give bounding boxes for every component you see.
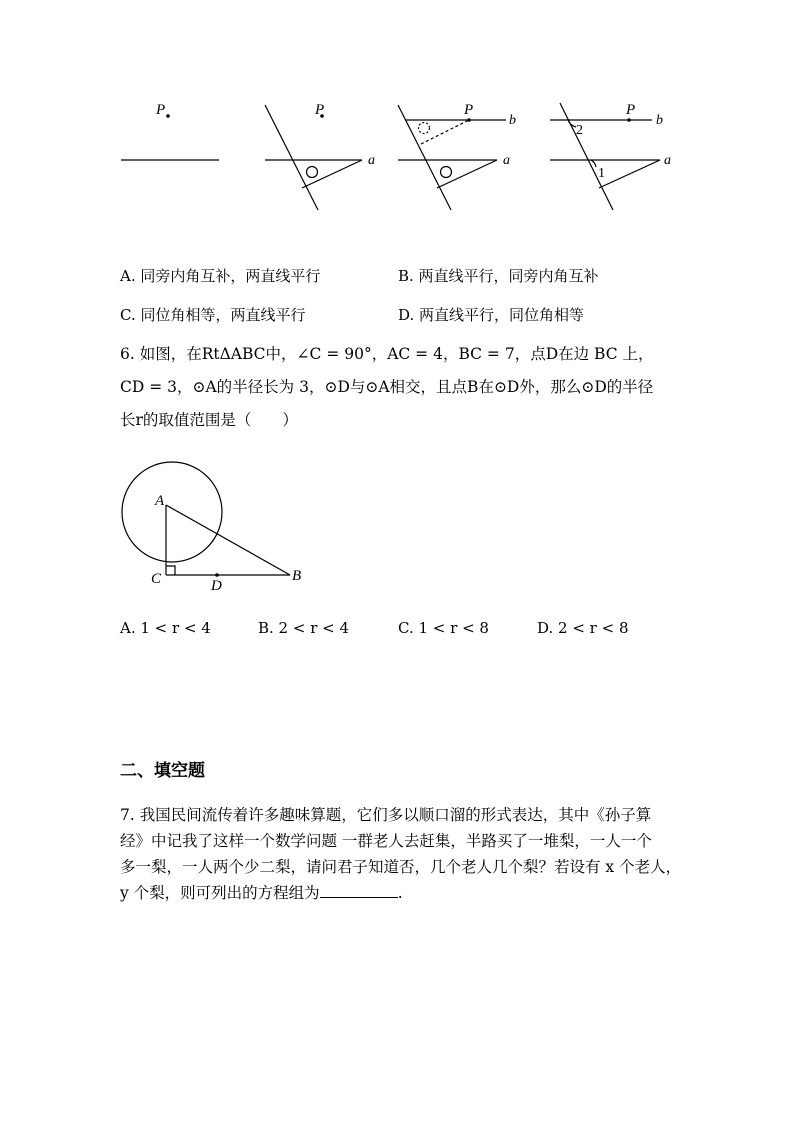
point-p-label: P [464, 102, 474, 118]
line-a-label: a [368, 153, 375, 168]
angle-1-label: 1 [598, 166, 605, 181]
q6-option-d: D. 2 < r < 8 [537, 619, 629, 637]
q6-option-c: C. 1 < r < 8 [398, 619, 489, 637]
q7-line-2: 经》中记我了这样一个数学问题 一群老人去赶集，半路买了一堆梨，一人一个 [120, 832, 652, 850]
figure-2 [265, 105, 362, 210]
vertex-c-label: C [151, 571, 162, 587]
vertex-a-label: A [155, 493, 165, 509]
point-d-label: D [211, 578, 222, 594]
q6-line-1: 6. 如图，在RtΔABC中，∠C = 90°，AC = 4，BC = 7，点D在边 BC 上， [120, 345, 654, 363]
q6-line-3: 长r的取值范围是（ ） [120, 411, 298, 429]
q7-line-1: 7. 我国民间流传着许多趣味算题，它们多以顺口溜的形式表达，其中《孙子算 [120, 806, 652, 824]
q7-line-3: 多一梨，一人两个少二梨，请问君子知道否，几个老人几个梨？若设有 x 个老人， [120, 858, 682, 876]
line-b-label: b [509, 113, 516, 128]
q7-line-4-text: y 个梨，则可列出的方程组为 [120, 884, 320, 902]
point-p-label: P [315, 102, 325, 118]
q6-line-2: CD = 3，⊙A的半径长为 3，⊙D与⊙A相交，且点B在⊙D外，那么⊙D的半径 [120, 378, 654, 396]
figure-3 [398, 105, 506, 210]
q5-figures [0, 90, 794, 220]
point-p-dot [467, 118, 471, 122]
line-a-label: a [664, 153, 671, 168]
point-d-dot [215, 573, 219, 577]
q6-option-b: B. 2 < r < 4 [258, 619, 350, 637]
q6-figure [110, 455, 310, 595]
angle-2-label: 2 [576, 123, 583, 138]
figure-4 [550, 103, 660, 210]
q5-option-b: B. 两直线平行，同旁内角互补 [398, 267, 599, 285]
point-p-dot [166, 114, 170, 118]
point-p-dot [627, 118, 631, 122]
q5-option-d: D. 两直线平行，同位角相等 [398, 306, 585, 324]
line-b-label: b [656, 113, 663, 128]
point-p-label: P [626, 102, 636, 118]
section-heading: 二、填空题 [120, 761, 205, 781]
vertex-b-label: B [292, 568, 302, 584]
answer-blank[interactable] [320, 883, 398, 898]
q5-option-a: A. 同旁内角互补，两直线平行 [120, 267, 321, 285]
q6-option-a: A. 1 < r < 4 [120, 619, 211, 637]
point-p-label: P [156, 102, 166, 118]
q7-line-4 [120, 882, 403, 904]
q5-option-c: C. 同位角相等，两直线平行 [120, 306, 306, 324]
q7-line-4-end: . [397, 884, 403, 902]
line-a-label: a [503, 153, 510, 168]
